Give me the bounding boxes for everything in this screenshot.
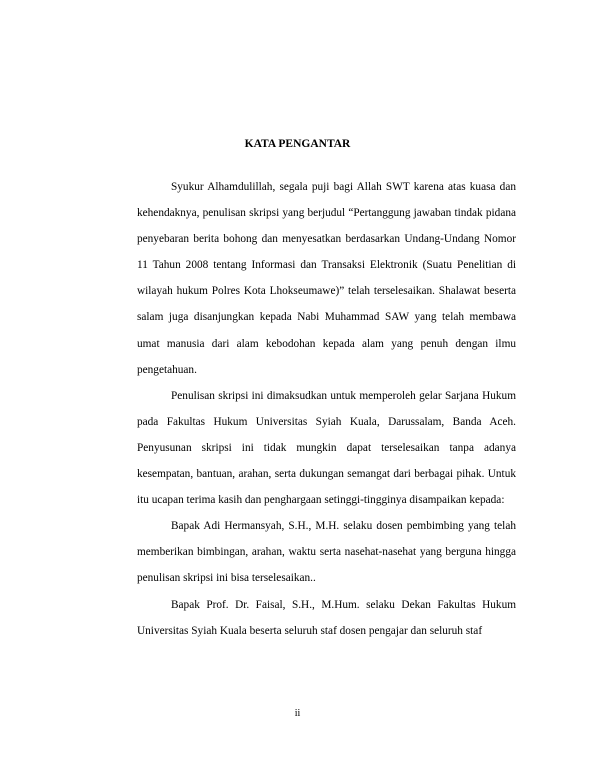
paragraph-opening: Syukur Alhamdulillah, segala puji bagi Allah SWT karena atas kuasa dan kehendaknya, penulisan skripsi yang berjudul “Pertanggung jawaban tindak pidana penyebaran berita bohong dan menyesatkan berdasarkan Undang-Undang Nomor 11 Tahun 2008 tentang Informasi dan Transaksi Elektronik (Suatu Penelitian di wilayah hukum Polres Kota Lhokseumawe)” telah terselesaikan. Shalawat beserta salam juga disanjungkan kepada Nabi Muhammad SAW yang telah membawa umat manusia dari alam kebodohan kepada alam yang penuh dengan ilmu pengetahuan. [137, 181, 516, 376]
paragraph-thanks-dean: Bapak Prof. Dr. Faisal, S.H., M.Hum. selaku Dekan Fakultas Hukum Universitas Syiah Kuala beserta seluruh staf dosen pengajar dan seluruh staf [137, 598, 516, 637]
paragraph-purpose: Penulisan skripsi ini dimaksudkan untuk memperoleh gelar Sarjana Hukum pada Fakultas Hukum Universitas Syiah Kuala, Darussalam, Banda Aceh. Penyusunan skripsi ini tidak mungkin dapat terselesaikan tanpa adanya kesempatan, bantuan, arahan, serta dukungan semangat dari berbagai pihak. Untuk itu ucapan terima kasih dan penghargaan setinggi-tingginya disampaikan kepada: [137, 389, 516, 507]
paragraph-thanks-supervisor: Bapak Adi Hermansyah, S.H., M.H. selaku dosen pembimbing yang telah memberikan bimbingan, arahan, waktu serta nasehat-nasehat yang berguna hingga penulisan skripsi ini bisa terselesaikan.. [137, 520, 516, 585]
page-title: KATA PENGANTAR [244, 138, 351, 150]
body-text [137, 174, 516, 644]
page-number: ii [294, 708, 301, 719]
